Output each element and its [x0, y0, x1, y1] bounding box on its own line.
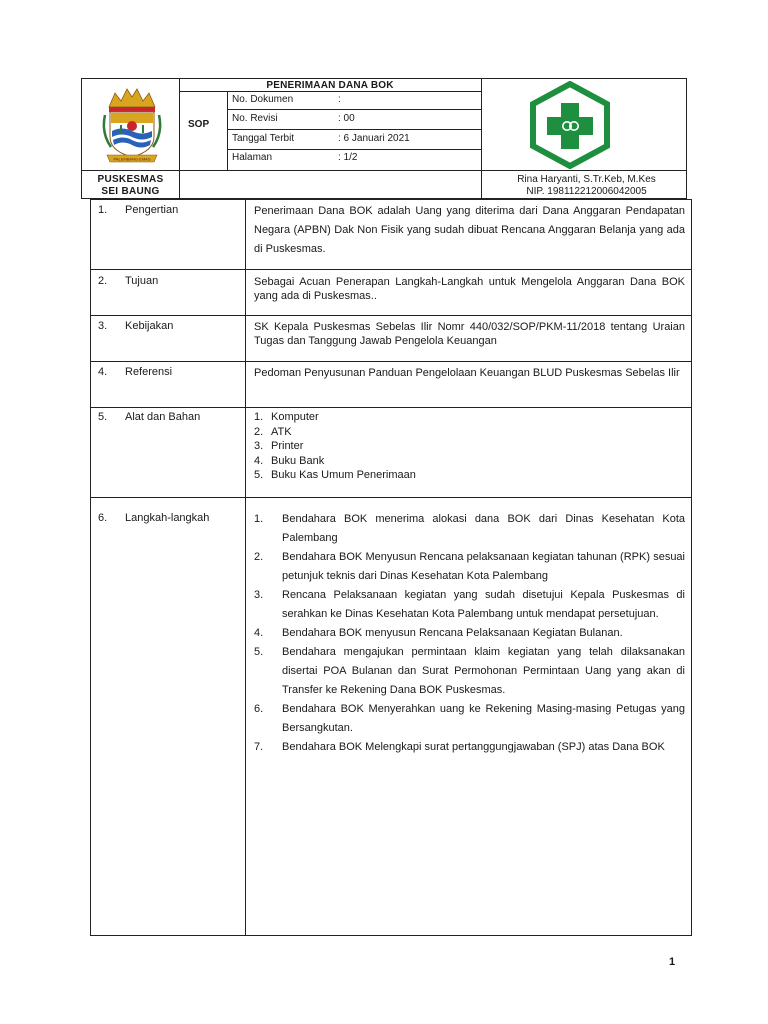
signer-block [490, 174, 683, 198]
step-number: 4. [254, 627, 264, 639]
page-number: 1 [669, 956, 676, 968]
row-divider [91, 269, 691, 270]
list-item [254, 454, 685, 469]
header-divider [179, 79, 180, 198]
step-text: Bendahara BOK menerima alokasi dana BOK dari Dinas Kesehatan Kota Palembang [282, 513, 685, 544]
list-item-text: ATK [271, 425, 292, 438]
list-item-number: 3. [254, 440, 264, 452]
step-item [254, 738, 685, 757]
org-name-line1: PUSKESMAS [97, 174, 164, 185]
step-text: Bendahara BOK Menyerahkan uang ke Rekening Masing-masing Petugas yang Bersangkutan. [282, 703, 685, 734]
step-text: Bendahara BOK Melengkapi surat pertanggungjawaban (SPJ) atas Dana BOK [282, 741, 665, 753]
header-divider [227, 129, 481, 130]
list-item-number: 1. [254, 411, 264, 423]
section-label-pengertian: Pengertian [125, 204, 179, 216]
step-number: 5. [254, 646, 264, 658]
org-name-line2: SEI BAUNG [101, 186, 160, 197]
section-text-tujuan: Sebagai Acuan Penerapan Langkah-Langkah untuk Mengelola Anggaran Dana BOK yang ada di Puskesmas.. [254, 276, 685, 302]
step-number: 6. [254, 703, 264, 715]
signer-name: Rina Haryanti, S.Tr.Keb, M.Kes [517, 174, 656, 185]
list-item-text: Buku Bank [271, 454, 325, 467]
step-text: Rencana Pelaksanaan kegiatan yang sudah disetujui Kepala Puskesmas di serahkan ke Dinas Kesehatan Kota Palembang untuk mendapat persetujuan. [282, 589, 685, 620]
field-value-tanggal-terbit: : 6 Januari 2021 [338, 133, 410, 144]
sop-header-table [81, 78, 687, 199]
step-item [254, 700, 685, 738]
section-label-langkah-langkah: Langkah-langkah [125, 512, 210, 524]
section-number: 1. [98, 204, 108, 216]
sop-title: PENERIMAAN DANA BOK [266, 80, 394, 91]
list-item [254, 439, 685, 454]
section-label-alat-dan-bahan: Alat dan Bahan [125, 411, 201, 423]
header-divider [481, 79, 482, 198]
logo-caption: PALEMBANG EMAS [113, 156, 151, 162]
puskesmas-green-cross-icon [528, 81, 612, 169]
field-label-tanggal-terbit: Tanggal Terbit [232, 133, 295, 144]
step-number: 3. [254, 589, 264, 601]
list-item-text: Buku Kas Umum Penerimaan [271, 469, 416, 481]
section-number: 6. [98, 512, 108, 524]
list-item [254, 468, 685, 483]
header-divider [179, 91, 481, 92]
step-item [254, 510, 685, 548]
field-value-no-revisi: : 00 [338, 113, 355, 124]
step-number: 1. [254, 513, 264, 525]
step-item [254, 548, 685, 586]
step-text: Bendahara BOK menyusun Rencana Pelaksanaan Kegiatan Bulanan. [282, 627, 623, 639]
section-number: 5. [98, 411, 108, 423]
section-number: 3. [98, 320, 108, 332]
sop-content-table [90, 199, 692, 936]
section-label-kebijakan: Kebijakan [125, 320, 174, 332]
column-divider [245, 200, 246, 935]
header-divider [82, 170, 686, 171]
section-label-tujuan: Tujuan [125, 275, 159, 287]
section-text-referensi: Pedoman Penyusunan Panduan Pengelolaan Keuangan BLUD Puskesmas Sebelas Ilir [254, 367, 680, 379]
row-divider [91, 315, 691, 316]
row-divider [91, 361, 691, 362]
steps-list [254, 510, 685, 757]
step-item [254, 643, 685, 700]
header-divider [227, 91, 228, 170]
list-item [254, 425, 685, 440]
list-item-number: 4. [254, 454, 264, 467]
field-label-no-dokumen: No. Dokumen [232, 94, 294, 105]
section-number: 4. [98, 366, 108, 378]
section-label-referensi: Referensi [125, 366, 173, 378]
field-label-halaman: Halaman [232, 152, 273, 163]
field-label-no-revisi: No. Revisi [232, 113, 278, 124]
org-name [82, 174, 179, 198]
header-divider [227, 109, 481, 110]
list-item-text: Printer [271, 440, 304, 452]
equipment-list [254, 410, 685, 483]
field-value-no-dokumen: : [338, 94, 341, 105]
step-number: 2. [254, 551, 264, 563]
step-text: Bendahara BOK Menyusun Rencana pelaksanaan kegiatan tahunan (RPK) sesuai petunjuk teknis dari Dinas Kesehatan Kota Palembang [282, 551, 685, 582]
list-item [254, 410, 685, 425]
section-number: 2. [98, 275, 108, 287]
sop-label: SOP [188, 119, 210, 130]
list-item-text: Komputer [271, 411, 319, 423]
row-divider [91, 407, 691, 408]
header-divider [227, 149, 481, 150]
step-text: Bendahara mengajukan permintaan klaim kegiatan yang telah dilaksanakan disertai POA Bulanan dan Surat Permohonan Permintaan Uang yang akan di Transfer ke Rekening Dana BOK Puskesmas. [282, 646, 685, 696]
list-item-number: 5. [254, 469, 264, 481]
step-item [254, 624, 685, 643]
section-text-kebijakan: SK Kepala Puskesmas Sebelas Ilir Nomr 440/032/SOP/PKM-11/2018 tentang Uraian Tugas dan Tanggung Jawab Pengelola Keuangan [254, 321, 685, 347]
row-divider [91, 497, 691, 498]
signer-nip: NIP. 198112212006042005 [526, 186, 647, 197]
section-text-pengertian: Penerimaan Dana BOK adalah Uang yang diterima dari Dana Anggaran Pendapatan Negara (APBN) Dak Non Fisik yang sudah dibuat Rencana Anggaran Belanja yang ada di Puskesmas. [254, 205, 685, 255]
step-number: 7. [254, 741, 264, 753]
palembang-city-emblem-icon [97, 85, 167, 165]
field-value-halaman: : 1/2 [338, 152, 358, 163]
step-item [254, 586, 685, 624]
list-item-number: 2. [254, 425, 264, 438]
